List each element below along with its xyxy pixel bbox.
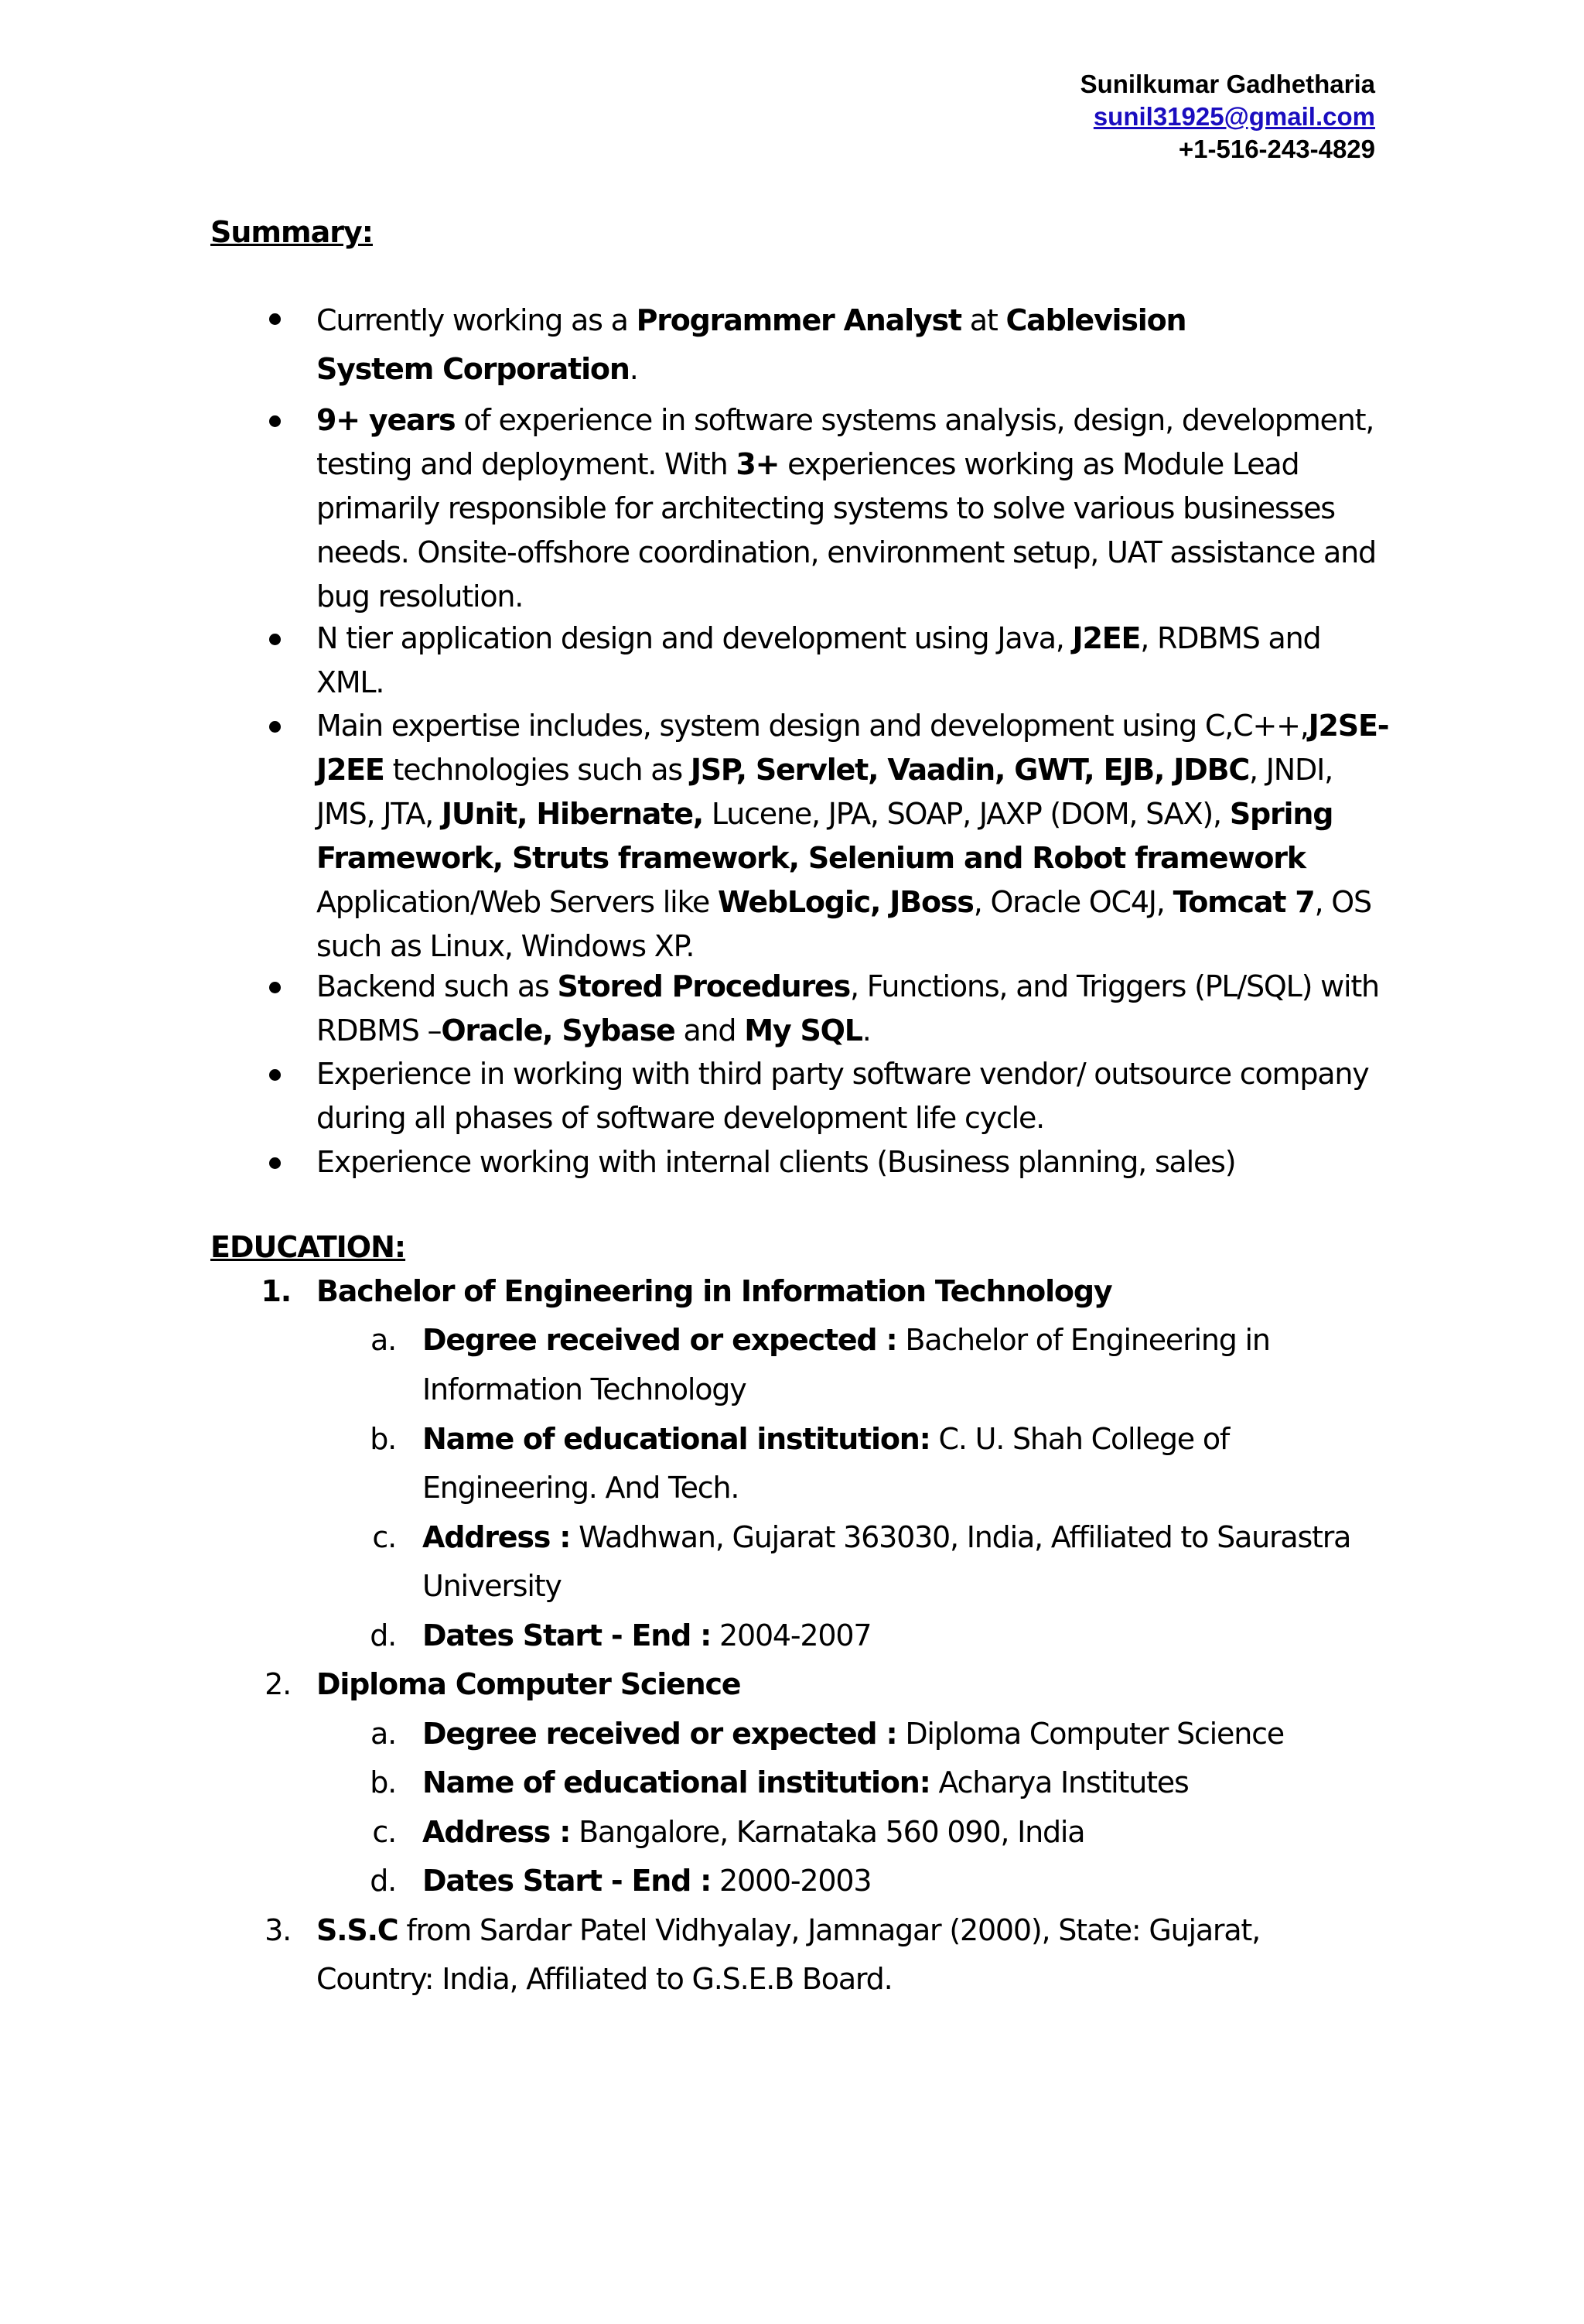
detail-letter: d.: [370, 1618, 396, 1652]
detail-text: Name of educational institution: Acharya Institutes: [422, 1765, 1189, 1799]
detail-continuation: Information Technology: [422, 1372, 746, 1406]
detail-letter: b.: [370, 1422, 396, 1456]
bullet-text: N tier application design and development using Java, J2EE, RDBMS and XML.: [316, 621, 1321, 699]
bullet-text: Experience working with internal clients (Business planning, sales): [316, 1145, 1236, 1179]
bullet-icon: [269, 313, 281, 325]
bullet-text: Backend such as Stored Procedures, Functions, and Triggers (PL/SQL) with RDBMS –Oracle, Sybase and My SQL.: [316, 969, 1379, 1048]
entry-number: 2.: [265, 1667, 291, 1701]
detail-text: Dates Start - End : 2004-2007: [422, 1618, 872, 1652]
bullet-icon: [269, 1157, 281, 1169]
detail-letter: b.: [370, 1765, 396, 1799]
bullet-icon: [269, 721, 281, 733]
summary-bullet: [316, 965, 1391, 1053]
entry-number: 1.: [261, 1274, 291, 1308]
summary-bullet: [316, 1052, 1391, 1140]
entry-continuation: Country: India, Affiliated to G.S.E.B Board.: [316, 1962, 893, 1996]
summary-bullet: [316, 296, 1391, 394]
bullet-icon: [269, 982, 281, 993]
bullet-text: 9+ years of experience in software systems analysis, design, development, testing and deployment. With 3+ experiences working as Module Lead primarily responsible for architecting systems to solve various businesses needs. Onsite-offshore coordination, environment setup, UAT assistance and bug resolution.: [316, 403, 1376, 613]
summary-bullet: [316, 398, 1391, 619]
contact-header: [1080, 68, 1375, 166]
bullet-text: Experience in working with third party software vendor/ outsource company during all phases of software development life cycle.: [316, 1057, 1369, 1135]
summary-heading: Summary:: [210, 215, 373, 249]
bullet-icon: [269, 1069, 281, 1081]
detail-text: Dates Start - End : 2000-2003: [422, 1864, 872, 1898]
detail-letter: a.: [370, 1717, 396, 1751]
detail-text: Degree received or expected : Diploma Computer Science: [422, 1717, 1284, 1751]
summary-bullet: [316, 704, 1391, 969]
entry-title: Diploma Computer Science: [316, 1667, 741, 1701]
detail-continuation: Engineering. And Tech.: [422, 1471, 739, 1505]
entry-text: S.S.C from Sardar Patel Vidhyalay, Jamnagar (2000), State: Gujarat,: [316, 1913, 1260, 1947]
detail-text: Address : Bangalore, Karnataka 560 090, India: [422, 1815, 1085, 1849]
bullet-icon: [269, 634, 281, 645]
detail-continuation: University: [422, 1569, 562, 1603]
phone-number: +1-516-243-4829: [1178, 135, 1375, 163]
detail-text: Address : Wadhwan, Gujarat 363030, India, Affiliated to Saurastra: [422, 1520, 1351, 1554]
candidate-name: Sunilkumar Gadhetharia: [1080, 70, 1375, 98]
entry-number: 3.: [265, 1913, 291, 1947]
detail-letter: c.: [372, 1815, 396, 1849]
detail-text: Name of educational institution: C. U. Shah College of: [422, 1422, 1230, 1456]
summary-bullet: [316, 617, 1391, 705]
detail-text: Degree received or expected : Bachelor of Engineering in: [422, 1323, 1270, 1357]
email-link[interactable]: sunil31925@gmail.com: [1093, 102, 1375, 131]
entry-title: Bachelor of Engineering in Information Technology: [316, 1274, 1112, 1308]
bullet-text: Main expertise includes, system design and development using C,C++,J2SE-J2EE technologies such as JSP, Servlet, Vaadin, GWT, EJB, JDBC, JNDI, JMS, JTA, JUnit, Hibernate, Lucene, JPA, SOAP, JAXP (DOM, SAX), Spring Framework, Struts framework, Selenium and Robot framework Application/Web Servers like WebLogic, JBoss, Oracle OC4J, Tomcat 7, OS such as Linux, Windows XP.: [316, 709, 1389, 963]
detail-letter: d.: [370, 1864, 396, 1898]
bullet-text: Currently working as a Programmer Analyst at Cablevision System Corporation.: [316, 303, 1186, 386]
summary-bullet: [316, 1140, 1391, 1184]
education-heading: EDUCATION:: [210, 1230, 406, 1264]
detail-letter: a.: [370, 1323, 396, 1357]
bullet-icon: [269, 415, 281, 427]
detail-letter: c.: [372, 1520, 396, 1554]
